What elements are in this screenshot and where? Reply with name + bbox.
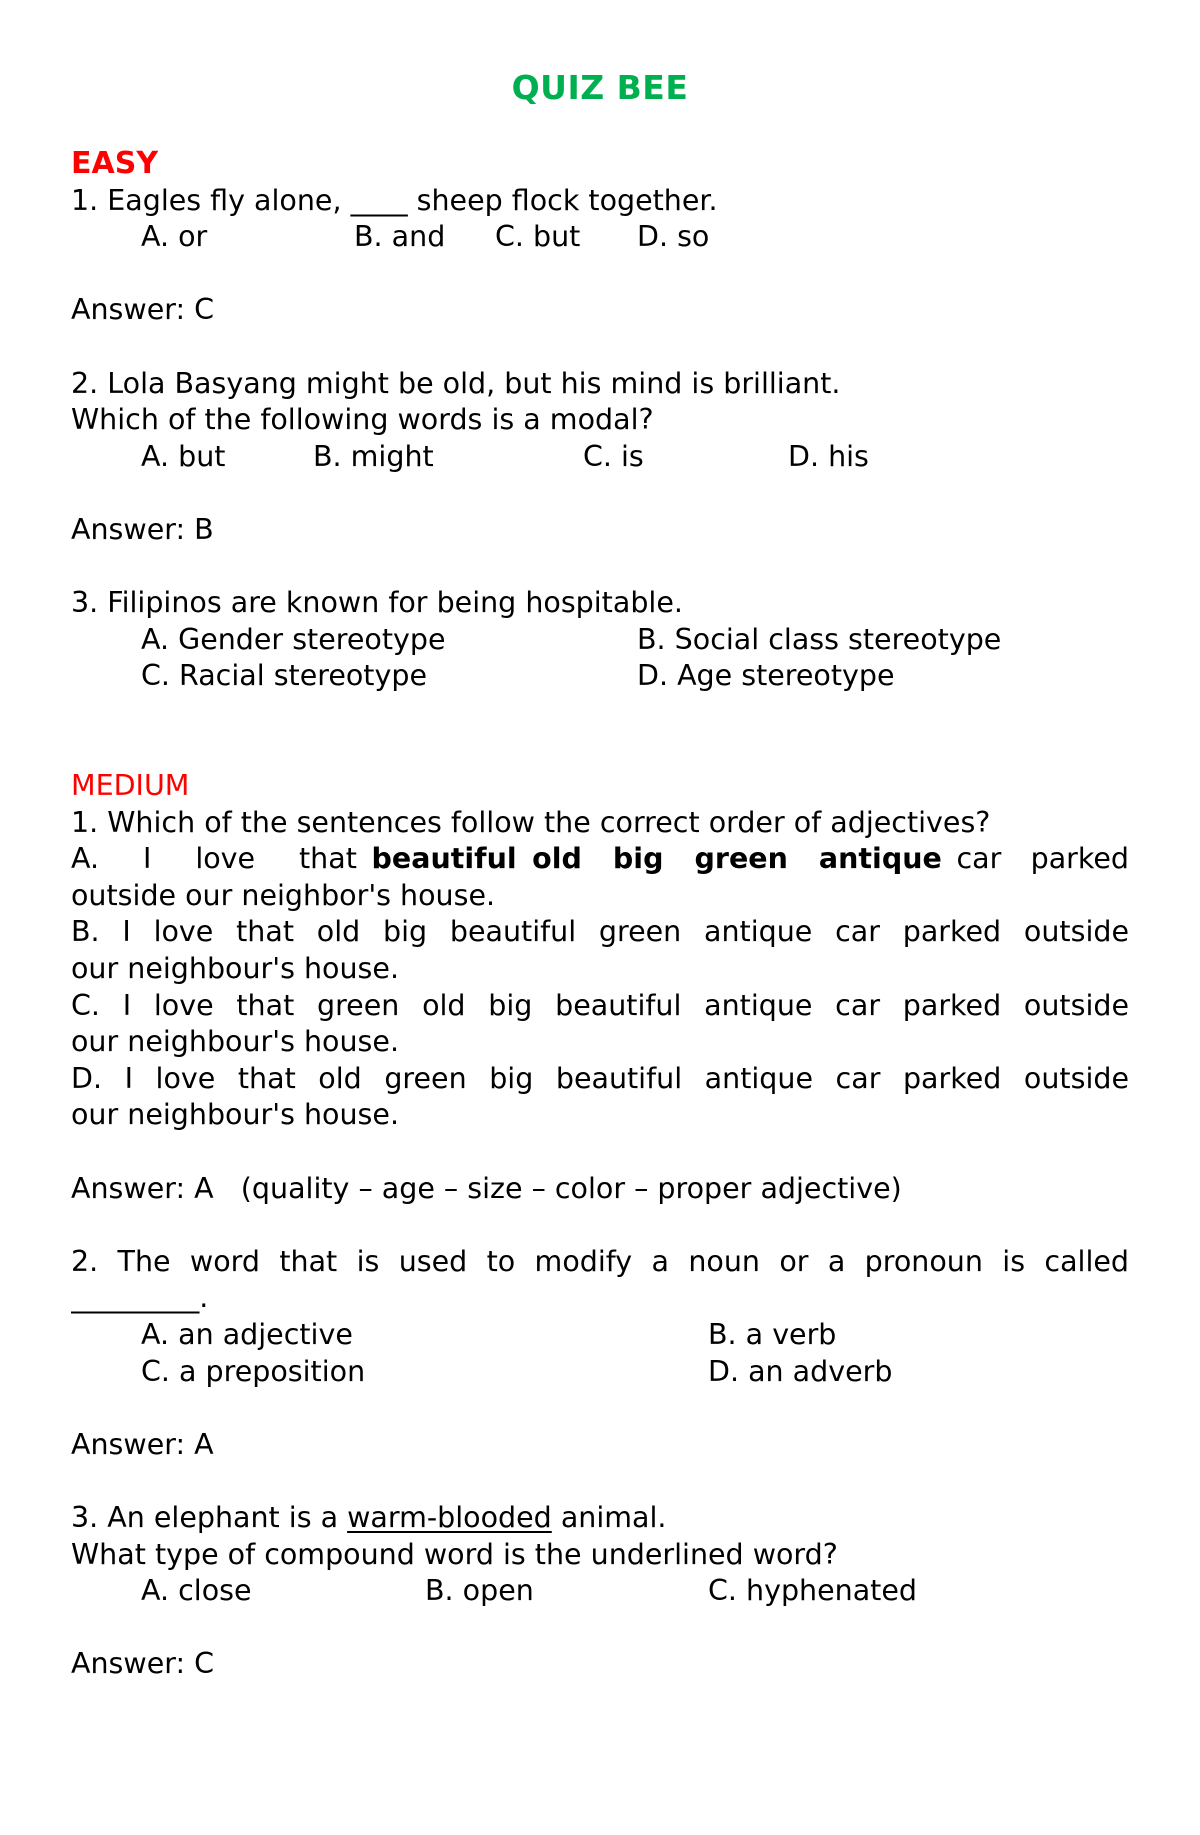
medium-q1-option-c-line1: C. I love that green old big beautiful antique car parked outside bbox=[71, 988, 1129, 1022]
section-heading-easy: EASY bbox=[71, 146, 159, 181]
option-d: D. Age stereotype bbox=[637, 659, 895, 693]
medium-q1-option-d-line2: our neighbour's house. bbox=[71, 1098, 400, 1132]
option-b: B. and bbox=[354, 220, 446, 254]
option-a: A. an adjective bbox=[141, 1318, 353, 1351]
medium-q1-option-b-line2: our neighbour's house. bbox=[71, 952, 400, 986]
easy-q1-answer: Answer: C bbox=[71, 293, 215, 327]
medium-q1-option-a-line1 bbox=[71, 841, 1129, 878]
medium-q2-stem-blank: _________. bbox=[71, 1281, 209, 1315]
option-a-prefix: A. I love that bbox=[71, 842, 372, 876]
easy-q1-stem: 1. Eagles fly alone, ____ sheep flock together. bbox=[71, 183, 718, 217]
medium-q1-option-d-line1: D. I love that old green big beautiful antique car parked outside bbox=[71, 1061, 1129, 1095]
medium-q3-stem bbox=[71, 1500, 1129, 1537]
quiz-content bbox=[71, 146, 1129, 1683]
easy-q3-options-row1 bbox=[71, 622, 1129, 659]
option-c: C. hyphenated bbox=[708, 1574, 917, 1608]
medium-q3-answer: Answer: C bbox=[71, 1647, 215, 1681]
option-b: B. might bbox=[313, 439, 434, 473]
medium-q1-option-c-line2: our neighbour's house. bbox=[71, 1025, 400, 1059]
medium-q3-options bbox=[71, 1573, 1129, 1610]
page-title: QUIZ BEE bbox=[511, 68, 689, 107]
option-a: A. but bbox=[141, 439, 226, 473]
easy-q2-options bbox=[71, 439, 1129, 476]
easy-q1-options bbox=[71, 219, 1129, 256]
option-d: D. so bbox=[637, 220, 710, 254]
option-c: C. but bbox=[495, 220, 581, 254]
easy-q2-answer: Answer: B bbox=[71, 512, 214, 546]
underlined-word: warm-blooded bbox=[347, 1500, 552, 1534]
section-heading-medium: MEDIUM bbox=[71, 769, 190, 803]
medium-q1-option-b-line1: B. I love that old big beautiful green antique car parked outside bbox=[71, 915, 1129, 949]
medium-q2-options-row2 bbox=[71, 1354, 1129, 1391]
stem-prefix: 3. An elephant is a bbox=[71, 1500, 348, 1534]
easy-q3-options-row2 bbox=[71, 658, 1129, 695]
option-b: B. a verb bbox=[708, 1318, 837, 1351]
medium-q2-options-row1 bbox=[71, 1317, 1129, 1354]
medium-q2-stem: 2. The word that is used to modify a noun or a pronoun is called bbox=[71, 1244, 1129, 1278]
option-c: C. is bbox=[583, 439, 644, 473]
option-a: A. or bbox=[141, 220, 208, 254]
medium-q1-stem: 1. Which of the sentences follow the correct order of adjectives? bbox=[71, 805, 991, 839]
easy-q2-question: Which of the following words is a modal? bbox=[71, 403, 654, 437]
easy-q2-stem: 2. Lola Basyang might be old, but his mind is brilliant. bbox=[71, 366, 841, 400]
medium-q3-question: What type of compound word is the underlined word? bbox=[71, 1537, 838, 1571]
medium-q2-answer: Answer: A bbox=[71, 1427, 214, 1461]
option-a: A. close bbox=[141, 1574, 252, 1608]
medium-q1-option-a-line2: outside our neighbor's house. bbox=[71, 878, 496, 912]
option-a-bold-adjectives: beautiful old big green antique bbox=[371, 842, 942, 876]
option-b: B. open bbox=[425, 1574, 534, 1608]
option-c: C. Racial stereotype bbox=[141, 659, 427, 693]
option-d: D. his bbox=[788, 439, 869, 473]
option-b: B. Social class stereotype bbox=[637, 622, 1002, 656]
stem-suffix: animal. bbox=[551, 1500, 667, 1534]
option-a-suffix: car parked bbox=[941, 842, 1129, 876]
option-d: D. an adverb bbox=[708, 1354, 893, 1388]
medium-q1-answer: Answer: A (quality – age – size – color – proper adjective) bbox=[71, 1171, 902, 1205]
option-a: A. Gender stereotype bbox=[141, 622, 446, 656]
option-c: C. a preposition bbox=[141, 1354, 366, 1388]
easy-q3-stem: 3. Filipinos are known for being hospitable. bbox=[71, 586, 683, 620]
